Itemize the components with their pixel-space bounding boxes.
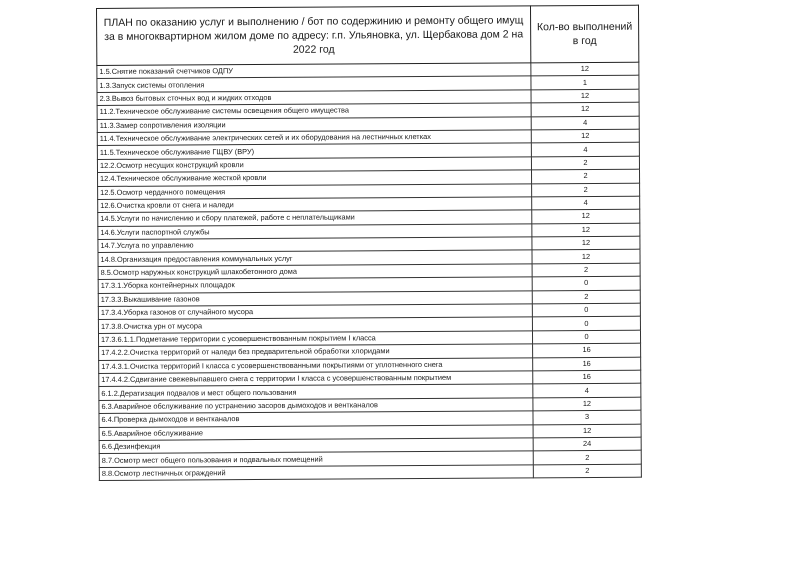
service-name: 12.6.Очистка кровли от снега и наледи (98, 197, 532, 213)
service-count: 2 (533, 464, 641, 478)
service-count: 2 (532, 183, 640, 197)
service-count: 4 (531, 143, 639, 157)
service-count: 12 (532, 236, 640, 250)
service-name: 17.3.1.Уборка контейнерных площадок (98, 277, 532, 293)
service-name: 17.4.4.2.Сдвигание свежевыпавшего снега с территории I класса с усовершенствованным покрытием (99, 371, 533, 387)
table-row (99, 464, 641, 481)
service-name: 11.3.Замер сопротивления изоляции (97, 116, 531, 132)
service-count: 0 (532, 276, 640, 290)
service-count: 0 (532, 317, 640, 331)
service-name: 17.4.2.2.Очистка территорий от наледи без предварительной обработки хлоридами (99, 344, 533, 360)
service-count: 4 (531, 116, 639, 130)
service-count: 12 (532, 223, 640, 237)
service-name: 6.3.Аварийное обслуживание по устранению засоров дымоходов и вентканалов (99, 398, 533, 414)
services-plan-table (96, 5, 642, 481)
service-name: 11.5.Техническое обслуживание ГЩВУ (ВРУ) (97, 143, 531, 159)
service-name: 12.2.Осмотр несущих конструкций кровли (97, 157, 531, 173)
service-name: 6.5.Аварийное обслуживание (99, 424, 533, 440)
service-count: 12 (532, 209, 640, 223)
service-count: 4 (532, 196, 640, 210)
service-count: 2 (531, 156, 639, 170)
service-count: 12 (531, 89, 639, 103)
service-count: 12 (532, 250, 640, 264)
service-count: 12 (531, 102, 639, 116)
table-header-row (97, 5, 639, 65)
service-name: 12.5.Осмотр чердачного помещения (98, 183, 532, 199)
service-name: 17.3.4.Уборка газонов от случайного мусора (98, 304, 532, 320)
service-name: 17.3.8.Очистка урн от мусора (98, 317, 532, 333)
service-count: 2 (531, 169, 639, 183)
count-column-header: Кол-во выполнений в год (530, 5, 638, 63)
service-count: 24 (533, 437, 641, 451)
service-name: 17.4.3.1.Очистка территорий I класса с усовершенствованными покрытиями от уплотненного снега (99, 357, 533, 373)
service-name: 8.5.Осмотр наружных конструкций шлакобетонного дома (98, 264, 532, 280)
service-name: 17.3.3.Выкашивание газонов (98, 290, 532, 306)
service-count: 12 (531, 129, 639, 143)
service-count: 16 (533, 357, 641, 371)
service-count: 12 (531, 62, 639, 76)
service-count: 16 (533, 343, 641, 357)
service-name: 6.1.2.Дератизация подвалов и мест общего пользования (99, 384, 533, 400)
service-count: 16 (533, 370, 641, 384)
service-name: 11.2.Техническое обслуживание системы освещения общего имущества (97, 103, 531, 119)
service-count: 0 (532, 303, 640, 317)
service-name: 14.5.Услуги по начислению и сбору платежей, работе с неплательщиками (98, 210, 532, 226)
service-name: 17.3.6.1.1.Подметание территории с усовершенствованным покрытием I класса (98, 331, 532, 347)
service-name: 12.4.Техническое обслуживание жесткой кровли (98, 170, 532, 186)
service-count: 2 (533, 451, 641, 465)
service-name: 8.8.Осмотр лестничных ограждений (99, 465, 533, 481)
document-sheet (96, 5, 641, 481)
service-name: 6.6.Дезинфекция (99, 438, 533, 454)
service-count: 1 (531, 76, 639, 90)
service-count: 3 (533, 410, 641, 424)
service-name: 2.3.Вывоз бытовых сточных вод и жидких отходов (97, 90, 531, 106)
service-count: 2 (532, 263, 640, 277)
service-count: 2 (532, 290, 640, 304)
service-name: 14.6.Услуги паспортной службы (98, 224, 532, 240)
service-count: 12 (533, 424, 641, 438)
service-name: 1.5.Снятие показаний счетчиков ОДПУ (97, 63, 531, 79)
service-count: 0 (532, 330, 640, 344)
service-name: 14.7.Услуга по управлению (98, 237, 532, 253)
service-count: 4 (533, 384, 641, 398)
service-name: 14.8.Организация предоставления коммунальных услуг (98, 250, 532, 266)
service-name: 8.7.Осмотр мест общего пользования и подвальных помещений (99, 451, 533, 467)
service-count: 12 (533, 397, 641, 411)
service-name: 1.3.Запуск системы отопления (97, 76, 531, 92)
service-name: 6.4.Проверка дымоходов и вентканалов (99, 411, 533, 427)
table-body (97, 62, 642, 480)
document-title: ПЛАН по оказанию услуг и выполнению / бот по содержинию и ремонту общего имущ за в многоквартирном жилом доме по адресу: г.п. Ульяновка, ул. Щербакова дом 2 на 2022 год (97, 6, 531, 66)
service-name: 11.4.Техническое обслуживание электрических сетей и их оборудования на лестничных клетках (97, 130, 531, 146)
